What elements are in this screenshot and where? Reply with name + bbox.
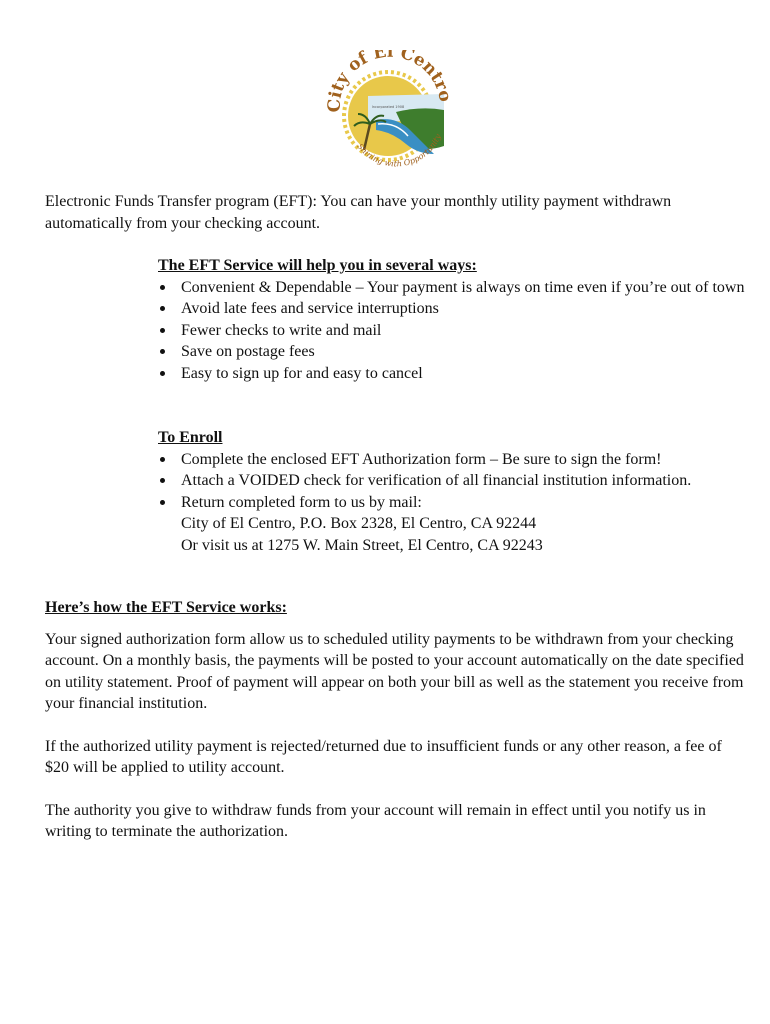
city-logo [326, 50, 456, 176]
mail-address: City of El Centro, P.O. Box 2328, El Centro, CA 92244 [181, 515, 537, 532]
enroll-list [158, 449, 748, 557]
logo-incorporated: Incorporated 1908 [371, 105, 405, 109]
benefits-section [158, 255, 748, 384]
list-item: Convenient & Dependable – Your payment is always on time even if you’re out of town [158, 277, 748, 299]
works-paragraph-2: If the authorized utility payment is rejected/returned due to insufficient funds or any other reason, a fee of $20 will be applied to utility account. [45, 737, 722, 776]
list-item-return [158, 492, 748, 557]
works-paragraph-1: Your signed authorization form allow us to scheduled utility payments to be withdrawn from your checking account. On a monthly basis, the payments will be posted to your account automatically on the date specified on utility statement. Proof of payment will appear on both your bill as well as the statement you receive from your financial institution. [45, 630, 744, 712]
benefits-list [158, 277, 748, 385]
logo-title: City of El Centro [326, 50, 456, 113]
works-heading: Here’s how the EFT Service works: [45, 599, 287, 616]
list-item: Save on postage fees [158, 341, 748, 363]
list-item: Complete the enclosed EFT Authorization form – Be sure to sign the form! [158, 449, 748, 471]
city-seal-icon [326, 50, 456, 176]
return-instruction: Return completed form to us by mail: [181, 493, 422, 511]
list-item: Easy to sign up for and easy to cancel [158, 363, 748, 385]
works-paragraph-3: The authority you give to withdraw funds from your account will remain in effect until you notify us in writing to terminate the authorization. [45, 801, 706, 840]
list-item: Fewer checks to write and mail [158, 320, 748, 342]
list-item: Avoid late fees and service interruptions [158, 298, 748, 320]
benefits-heading: The EFT Service will help you in several ways: [158, 257, 477, 274]
works-section [45, 597, 745, 843]
intro-paragraph: Electronic Funds Transfer program (EFT): You can have your monthly utility payment withdrawn automatically from your checking account. [45, 193, 672, 232]
logo-tagline: Shining with Opportunity [355, 132, 443, 169]
list-item: Attach a VOIDED check for verification of all financial institution information. [158, 470, 748, 492]
enroll-heading: To Enroll [158, 429, 223, 446]
enroll-section [158, 427, 748, 556]
visit-address: Or visit us at 1275 W. Main Street, El Centro, CA 92243 [181, 536, 543, 554]
